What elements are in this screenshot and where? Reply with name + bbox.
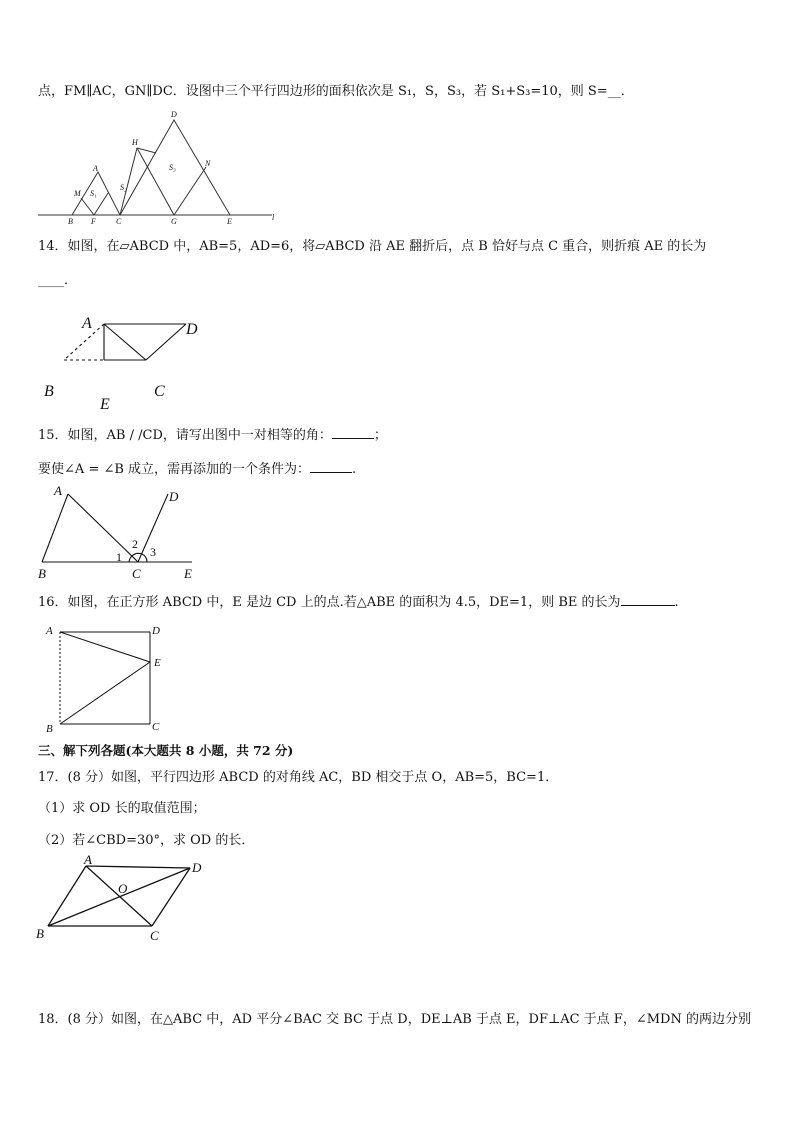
label-l: l — [272, 213, 275, 222]
q16-answer-blank — [621, 592, 675, 606]
figure-15-angles — [36, 482, 206, 582]
label-C: C — [152, 721, 160, 733]
area-s1: S₁ — [90, 189, 97, 198]
label-A: A — [46, 625, 53, 637]
figure-13-parallelograms — [36, 108, 286, 228]
q17-part-2: （2）若∠CBD=30°，求 OD 的长． — [38, 833, 255, 848]
angle-label-1: 1 — [116, 550, 122, 564]
label-B: B — [68, 217, 73, 226]
q18-text: 18．(8 分）如图，在△ABC 中，AD 平分∠BAC 交 BC 于点 D，DE⊥AB 于点 E，DF⊥AC 于点 F，∠MDN 的两边分别 — [38, 1012, 751, 1027]
label-E: E — [154, 657, 161, 669]
q17-part-1: （1）求 OD 长的取值范围； — [38, 801, 206, 816]
label-D: D — [186, 321, 198, 338]
label-A: A — [84, 852, 92, 867]
figure-14-fold — [40, 312, 210, 412]
q15-text-a — [38, 425, 387, 445]
label-C: C — [150, 928, 159, 943]
q16-end: . — [674, 595, 679, 610]
label-A: A — [54, 483, 62, 498]
label-A: A — [93, 164, 98, 173]
label-N: N — [205, 159, 211, 168]
label-E: E — [100, 396, 110, 412]
q15-prompt-b: 要使∠A = ∠B 成立，需再添加的一个条件为： — [38, 462, 311, 477]
q17-text: 17．(8 分）如图，平行四边形 ABCD 的对角线 AC，BD 相交于点 O，AB=5，BC=1． — [38, 770, 559, 785]
section-3-heading: 三、解下列各题(本大题共 8 小题，共 72 分) — [38, 743, 294, 758]
q15-end-b: . — [352, 462, 357, 477]
label-B: B — [38, 566, 46, 581]
q15-answer-blank-a — [332, 425, 374, 439]
label-C: C — [132, 566, 141, 581]
q15-prompt-a: 15．如图，AB / /CD，请写出图中一对相等的角： — [38, 428, 332, 443]
label-C: C — [154, 383, 165, 400]
figure-17-parallelogram — [34, 852, 214, 944]
label-G: G — [171, 217, 177, 226]
label-B: B — [36, 926, 44, 941]
label-A: A — [82, 315, 92, 332]
label-H: H — [132, 138, 138, 147]
label-F: F — [91, 217, 96, 226]
label-M: M — [74, 189, 81, 198]
label-O: O — [118, 881, 128, 896]
q15-text-b — [38, 459, 356, 479]
label-D: D — [192, 860, 202, 875]
q15-end-a: ； — [373, 428, 387, 443]
q13-text: 点，FM∥AC，GN∥DC．设图中三个平行四边形的面积依次是 S₁，S，S₃，若 S₁+S₃=10，则 S=__． — [38, 84, 634, 99]
label-D: D — [171, 110, 177, 119]
q15-answer-blank-b — [310, 459, 352, 473]
label-D: D — [152, 625, 160, 637]
q14-text: 14．如图，在▱ABCD 中，AB=5，AD=6，将▱ABCD 沿 AE 翻折后，点 B 恰好与点 C 重合，则折痕 AE 的长为 — [38, 239, 707, 254]
label-E: E — [184, 566, 192, 581]
q14-answer-blank: ____． — [38, 273, 78, 288]
angle-label-3: 3 — [150, 545, 156, 559]
area-s2: S₂ — [120, 183, 127, 192]
area-s3: S₃ — [169, 163, 176, 172]
angle-label-2: 2 — [132, 537, 138, 551]
label-B: B — [44, 383, 54, 400]
label-D: D — [169, 489, 179, 504]
label-C: C — [116, 217, 122, 226]
q16-text — [38, 592, 679, 612]
label-B: B — [46, 723, 53, 735]
label-E: E — [227, 217, 232, 226]
figure-16-square — [44, 620, 174, 740]
q16-prompt: 16．如图，在正方形 ABCD 中，E 是边 CD 上的点.若△ABE 的面积为 4.5，DE=1，则 BE 的长为 — [38, 595, 621, 610]
